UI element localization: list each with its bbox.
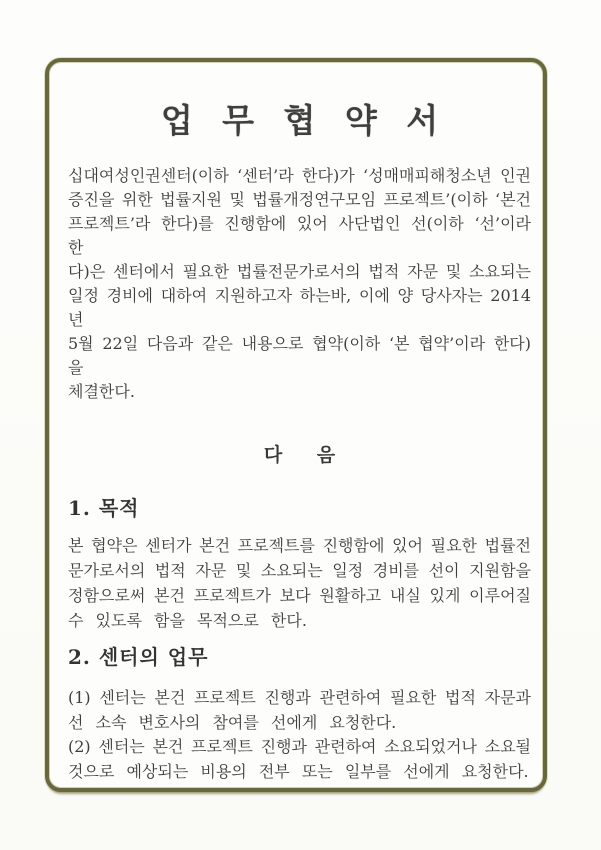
- daum-heading: 다 음: [263, 444, 350, 466]
- text-line: (2) 센터는 본건 프로젝트 진행과 관련하여 소요되었거나 소요될: [68, 737, 531, 756]
- text-line: 정함으로써 본건 프로젝트가 보다 원활하고 내실 있게 이루어질: [68, 586, 531, 605]
- section-heading-purpose: 1. 목적: [68, 496, 140, 520]
- text-line: 문가로서의 법적 자문 및 소요되는 일정 경비를 선이 지원함을: [68, 561, 531, 580]
- text-line: 십대여성인권센터(이하 ‘센터’라 한다)가 ‘성매매피해청소년 인권: [68, 166, 531, 185]
- document-title: 업 무 협 약 서: [160, 101, 448, 140]
- section-heading-center-duties: 2. 센터의 업무: [68, 645, 209, 669]
- section-center-duties-body: [68, 686, 531, 784]
- section-purpose-body: [68, 533, 531, 633]
- intro-paragraph: [68, 164, 531, 404]
- certificate-border-frame: [45, 58, 547, 792]
- text-line: 증진을 위한 법률지원 및 법률개정연구모임 프로젝트’(이하 ‘본건: [68, 190, 531, 209]
- text-line: 것으로 예상되는 비용의 전부 또는 일부를 선에게 요청한다.: [68, 761, 529, 781]
- text-line: (1) 센터는 본건 프로젝트 진행과 관련하여 필요한 법적 자문과: [68, 688, 531, 707]
- text-line: 체결한다.: [68, 382, 135, 401]
- text-line: 5월 22일 다음과 같은 내용으로 협약(이하 ‘본 협약’이라 한다)을: [68, 334, 531, 377]
- text-line: 본 협약은 센터가 본건 프로젝트를 진행함에 있어 필요한 법률전: [68, 536, 531, 555]
- text-line: 선 소속 변호사의 참여를 선에게 요청한다.: [68, 712, 397, 732]
- text-line: 프로젝트’라 한다)를 진행함에 있어 사단법인 선(이하 ‘선’이라 한: [68, 214, 531, 257]
- text-line: 다)은 센터에서 필요한 법률전문가로서의 법적 자문 및 소요되는: [68, 262, 531, 281]
- text-line: 수 있도록 함을 목적으로 한다.: [68, 611, 307, 630]
- text-line: 일정 경비에 대하여 지원하고자 하는바, 이에 양 당사자는 2014년: [68, 286, 531, 329]
